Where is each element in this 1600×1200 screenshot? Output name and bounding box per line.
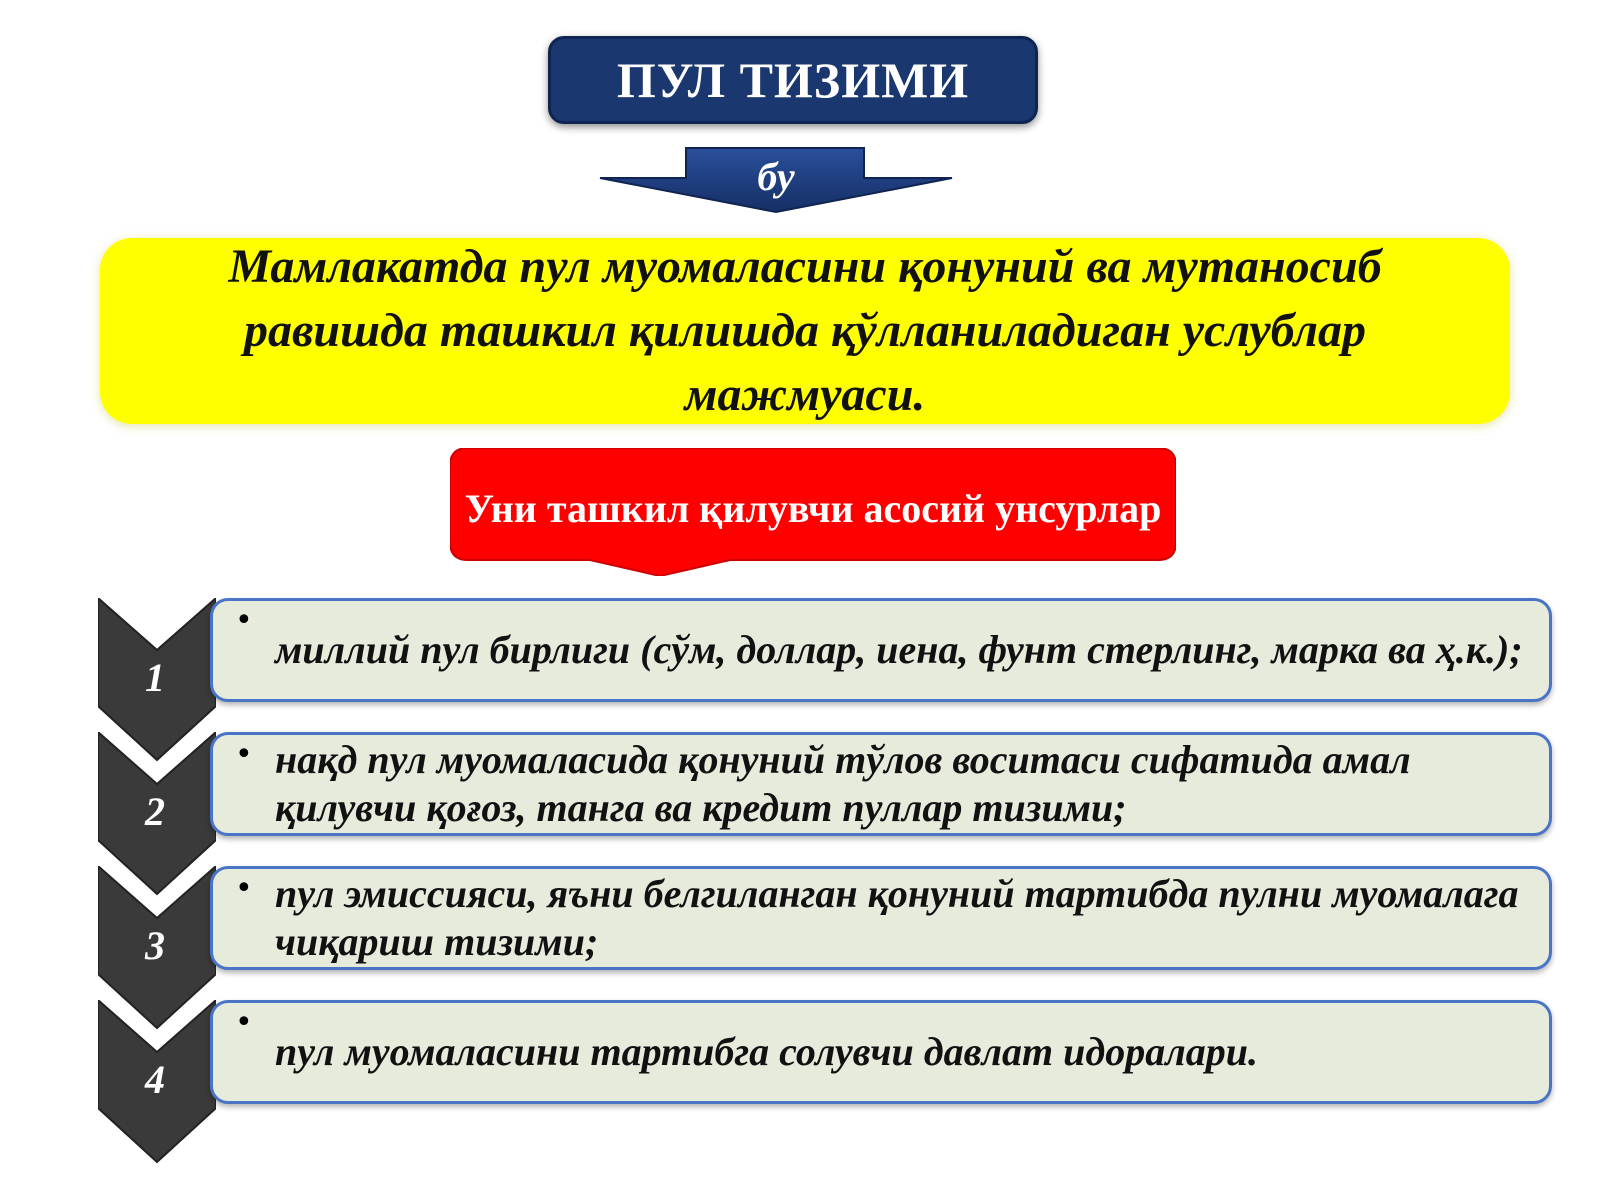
list-item xyxy=(210,866,1552,970)
list-item xyxy=(210,732,1552,836)
diagram-title: ПУЛ ТИЗИМИ xyxy=(548,36,1038,124)
subheading-callout xyxy=(450,448,1176,576)
list-item-text: пул муомаласини тартибга солувчи давлат идоралари. xyxy=(275,1029,1258,1074)
subheading-label: Уни ташкил қилувчи асосий унсурлар xyxy=(464,486,1162,531)
bullet-icon: • xyxy=(235,1005,253,1040)
bullet-icon: • xyxy=(235,871,253,906)
list-item-text: нақд пул муомаласида қонуний тўлов воситаси сифатида амал қилувчи қоғоз, танга ва кредит пуллар тизими; xyxy=(275,737,1411,830)
step-number: 1 xyxy=(145,655,165,700)
list-item xyxy=(210,1000,1552,1104)
step-number: 3 xyxy=(145,923,165,968)
step-number: 2 xyxy=(145,789,165,834)
definition-box: Мамлакатда пул муомаласини қонуний ва мутаносиб равишда ташкил қилишда қўлланиладиган услублар мажмуаси. xyxy=(100,238,1510,424)
list-item xyxy=(210,598,1552,702)
bullet-icon: • xyxy=(235,603,253,638)
connector-label: бу xyxy=(757,153,795,199)
bullet-icon: • xyxy=(235,737,253,772)
step-number: 4 xyxy=(145,1057,165,1102)
list-item-text: пул эмиссияси, яъни белгиланган қонуний тартибда пулни муомалага чиқариш тизими; xyxy=(275,871,1519,964)
list-item-text: миллий пул бирлиги (сўм, доллар, иена, фунт стерлинг, марка ва ҳ.к.); xyxy=(275,627,1523,672)
